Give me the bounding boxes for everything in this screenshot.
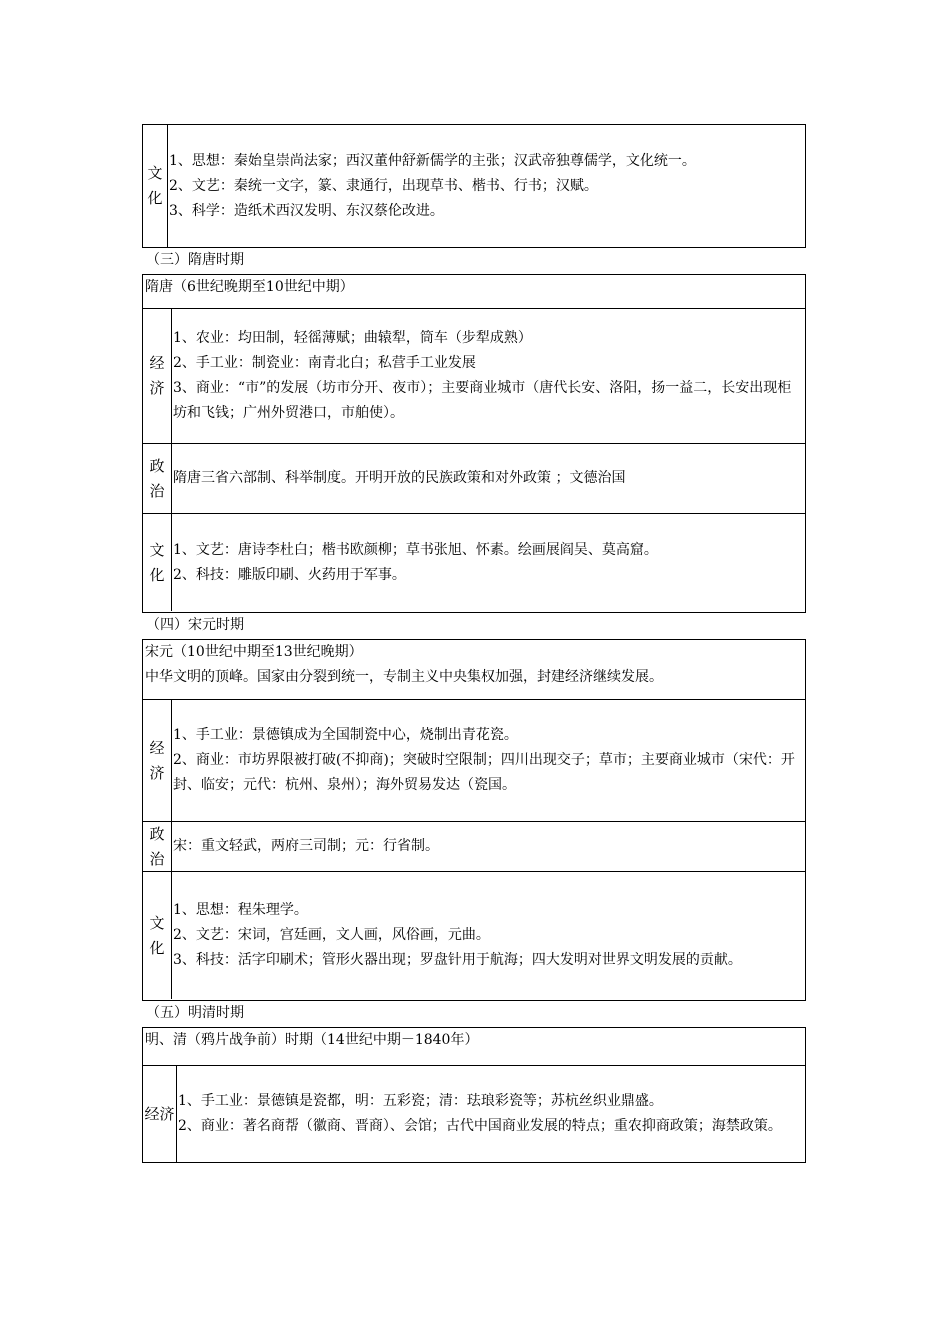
content-line: 2、科技：雕版印刷、火药用于军事。	[173, 566, 406, 583]
period-header: 明、清（鸦片战争前）时期（14世纪中期－1840年）	[142, 1027, 806, 1065]
content-line: 2、文艺：秦统一文字，篆、隶通行，出现草书、楷书、行书；汉赋。	[169, 177, 598, 194]
row-content	[172, 822, 805, 871]
period-header	[142, 639, 806, 699]
row-label: 经济	[143, 309, 172, 443]
row-label: 政治	[143, 822, 172, 871]
content-line: 1、手工业：景德镇成为全国制瓷中心，烧制出青花瓷。	[173, 727, 518, 743]
suitang-culture-row	[143, 513, 805, 611]
header-title: 宋元（10世纪中期至13世纪晚期）	[145, 644, 363, 660]
content-line: 3、商业：“市”的发展（坊市分开、夜市）；主要商业城市（唐代长安、洛阳，扬一益二，长安出现柜坊和飞钱；广州外贸港口，市舶使）。	[173, 380, 792, 421]
suitang-table	[142, 308, 806, 613]
mingqing-economy-row	[143, 1066, 805, 1162]
suitang-economy-row	[143, 309, 805, 443]
content-line: 2、手工业：制瓷业：南青北白；私营手工业发展	[173, 355, 476, 371]
content-line: 1、思想：程朱理学。	[173, 902, 308, 918]
content-line: 3、科技：活字印刷术；管形火器出现；罗盘针用于航海；四大发明对世界文明发展的贡献。	[173, 952, 742, 968]
section-title: （四）宋元时期	[146, 617, 244, 633]
header-intro: 中华文明的顶峰。国家由分裂到统一，专制主义中央集权加强，封建经济继续发展。	[145, 669, 663, 685]
content-line: 1、文艺：唐诗李杜白；楷书欧颜柳；草书张旭、怀素。绘画展阎吴、莫高窟。	[173, 541, 658, 558]
content-line: 1、农业：均田制，轻徭薄赋；曲辕犁，筒车（步犁成熟）	[173, 330, 532, 346]
content-line: 1、手工业：景德镇是瓷都，明：五彩瓷；清：珐琅彩瓷等；苏杭丝织业鼎盛。	[178, 1093, 663, 1109]
document-page	[142, 124, 806, 1163]
row-content	[177, 1066, 805, 1162]
section-title: （五）明清时期	[146, 1005, 244, 1021]
qinhan-culture-table	[142, 124, 806, 248]
content-line: 宋：重文轻武，两府三司制；元：行省制。	[173, 838, 439, 854]
content-line: 2、商业：市坊界限被打破(不抑商)；突破时空限制；四川出现交子；草市；主要商业城市（宋代：开封、临安；元代：杭州、泉州）；海外贸易发达（瓷国。	[173, 752, 795, 793]
row-label: 文化	[143, 125, 168, 247]
row-content	[172, 444, 805, 513]
content-line: 2、文艺：宋词，宫廷画，文人画，风俗画，元曲。	[173, 927, 490, 943]
row-label: 文化	[143, 514, 172, 611]
content-line: 1、思想：秦始皇崇尚法家；西汉董仲舒新儒学的主张；汉武帝独尊儒学，文化统一。	[169, 152, 696, 169]
mingqing-table	[142, 1065, 806, 1163]
row-label: 经济	[143, 700, 172, 821]
period-header: 隋唐（6世纪晚期至10世纪中期）	[142, 274, 806, 308]
section-title: （三）隋唐时期	[146, 252, 244, 268]
row-label: 文化	[143, 872, 172, 999]
songyuan-politics-row	[143, 821, 805, 871]
songyuan-table	[142, 699, 806, 1001]
row-label: 经济	[143, 1066, 177, 1162]
content-line: 隋唐三省六部制、科举制度。开明开放的民族政策和对外政策 ；文德治国	[173, 470, 626, 486]
row-label: 政治	[143, 444, 172, 513]
row-content	[172, 514, 805, 611]
row-content	[172, 700, 805, 821]
songyuan-culture-row	[143, 871, 805, 999]
suitang-politics-row	[143, 443, 805, 513]
content-line: 2、商业：著名商帮（徽商、晋商）、会馆；古代中国商业发展的特点；重农抑商政策；海禁政策。	[178, 1118, 782, 1134]
songyuan-economy-row	[143, 700, 805, 821]
row-content	[168, 125, 805, 247]
row-content	[172, 872, 805, 999]
content-line: 3、科学：造纸术西汉发明、东汉蔡伦改进。	[169, 202, 444, 219]
qinhan-culture-row	[143, 125, 805, 247]
row-content	[172, 309, 805, 443]
